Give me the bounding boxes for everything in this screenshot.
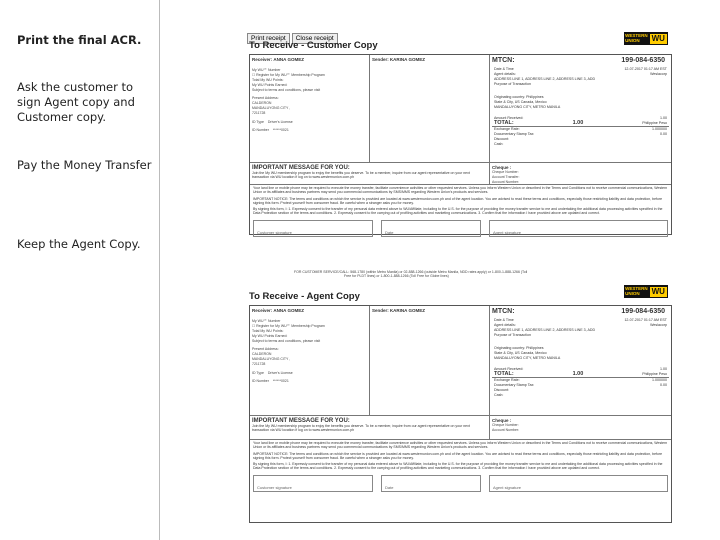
date-box[interactable]: Date — [381, 220, 481, 237]
print-receipt-button[interactable]: Print receipt — [247, 33, 290, 44]
customer-copy: To Receive - Customer Copy WESTERN UNION WU Receiver: ANNA GOMEZ My WU℠ Number ☐ Register for My WU℠ Membership Program Total My WU Points: My WU Points Earned: Subject to terms and conditions, please visit Present Address: CALDERON MANDALUYONG CITY , 7211728 ID Type Driver's License ID Number ******0021 Sender: KARINA GOMEZ MTCN: 199-084-6350 Date & Time 12-07-2017 01:17 AM EST Agent details: Weslacorp ADDRESS LINE 1, ADDRESS LINE 2, ADDRESS LINE 3, ADD Purpose of Transaction Originating country: Philippines State & City, US Canada, Mexico MANDALUYONG CITY, METRO MANILA Amount Received: 1.00 TOTAL: 1.00 Philippine Peso Exchange Rate: 1.000000 Documentary Stamp Tax: 0.00 Discount: Cash: IMPORTANT MESSAGE FOR YOU: Join the My WU membership program to enjoy the benefits you deserve. To be a member, inquire from our agent representative on your next transaction via WU location if log on to www.westernunion.com.ph Cheque : Cheque Number: Account Transfer: Account Number: Your land line or mobile phone may be required to execute the money transfer, facilitate convenience activities or other requested services. Unless you inform Western Union or described in the Terms and Conditions not to receive commercial communications, Western Union or its affiliates and business partners may send you commercial communications by SMS/MMS regarding Western Union's products and services. IMPORTANT NOTICE: The terms and conditions on which the service is provided are located at www.westernunion.com.ph and of the agent location. You are advised to read these terms and conditions, especially those restricting liability and data protection, before signing this form. Protect yourself from consumer fraud. Be careful when a stranger asks you for money. By signing this form, I: 1. Expressly consent to the transfer of my personal data entered above to WU/Affiliate, including to the U.S. for the purpose of providing the money transfer service to me and undertaking the additional data processing activities specified in the Data Protection section of the terms and conditions. 2. Expressly consent to the carrying out of profiling activities and marketing communications. 3. Confirm that the information I have provided above are updated and correct. Customer signature Date Agent signature FOR CUSTOMER SERVICE/CALL: 568-1780 (within Metro Manila) or 02-888-1266 (outside Metro Manila, NDD rates apply) or 1-800-1-888-1266 (Toll Free for PLDT lines) or 1-800-1-888-1266 (Toll Free for Globe lines) — [249, 40, 672, 278]
instructions-panel — [0, 0, 160, 540]
western-union-logo: WESTERN UNION WU — [624, 285, 668, 298]
transaction-details: MTCN: 199-084-6350 Date & Time 12-07-2017 01:17 AM EST Agent details: Weslacorp ADDRESS LINE 1, ADDRESS LINE 2, ADDRESS LINE 3, ADD Purpose of Transaction Originating country: Philippines State & City, US Canada, Mexico MANDALUYONG CITY, METRO MANILA Amount Received: 1.00 TOTAL: 1.00 Philippine Peso Exchange Rate: 1.000000 Documentary Stamp Tax: 0.00 Discount: Cash: — [492, 57, 667, 146]
step-pay: Pay the Money Transfer — [17, 158, 152, 172]
sender-name: KARINA GOMEZ — [389, 57, 425, 62]
agent-copy — [249, 286, 672, 526]
customer-receipt-form: Receiver: ANNA GOMEZ My WU℠ Number ☐ Register for My WU℠ Membership Program Total My WU Points: My WU Points Earned: Subject to terms and conditions, please visit Present Address: CALDERON MANDALUYONG CITY , 7211728 ID Type Driver's License ID Number ******0021 Sender: KARINA GOMEZ MTCN: 199-084-6350 Date & Time 12-07-2017 01:17 AM EST Agent details: Weslacorp ADDRESS LINE 1, ADDRESS LINE 2, ADDRESS LINE 3, ADD Purpose of Transaction Originating country: Philippines State & City, US Canada, Mexico MANDALUYONG CITY, METRO MANILA Amount Received: 1.00 TOTAL: 1.00 Philippine Peso Exchange Rate: 1.000000 Documentary Stamp Tax: 0.00 Discount: Cash: IMPORTANT MESSAGE FOR YOU: Join the My WU membership program to enjoy the benefits you deserve. To be a member, inquire from our agent representative on your next transaction via WU location if log on to www.westernunion.com.ph Cheque : Cheque Number: Account Transfer: Account Number: Your land line or mobile phone may be required to execute the money transfer, facilitate convenience activities or other requested services. Unless you inform Western Union or described in the Terms and Conditions not to receive commercial communications, Western Union or its affiliates and business partners may send you commercial communications by SMS/MMS regarding Western Union's products and services. IMPORTANT NOTICE: The terms and conditions on which the service is provided are located at www.westernunion.com.ph and of the agent location. You are advised to read these terms and conditions, especially those restricting liability and data protection, before signing this form. Protect yourself from consumer fraud. Be careful when a stranger asks you for money. By signing this form, I: 1. Expressly consent to the transfer of my personal data entered above to WU/Affiliate, including to the U.S. for the purpose of providing the money transfer service to me and undertaking the additional data processing activities specified in the Data Protection section of the terms and conditions. 2. Expressly consent to the carrying out of profiling activities and marketing communications. 3. Confirm that the information I have provided above are updated and correct. Customer signature Date Agent signature — [249, 54, 672, 235]
agent-copy-agent-signature-box[interactable]: Agent signature — [489, 475, 668, 492]
signature-row — [250, 217, 671, 240]
agent-receipt-form: Receiver: ANNA GOMEZ My WU℠ Number ☐ Register for My WU℠ Membership Program Total My WU Points: My WU Points Earned: Subject to terms and conditions, please visit Present Address: CALDERON MANDALUYONG CITY , 7211728 ID Type Driver's License ID Number ******0021 Sender: KARINA GOMEZ MTCN: 199-084-6350 Date & Time 12-07-2017 01:17 AM EST Agent details: Weslacorp ADDRESS LINE 1, ADDRESS LINE 2, ADDRESS LINE 3, ADD Purpose of Transaction Originating country: Philippines State & City, US Canada, Mexico MANDALUYONG CITY, METRO MANILA Amount Received: 1.00 TOTAL: 1.00 Philippine Peso Exchange Rate: 1.000000 Documentary Stamp Tax: 0.00 Discount: Cash: IMPORTANT MESSAGE FOR YOU: Join the My WU membership program to enjoy the benefits you deserve. To be a member, inquire from our agent representative on your next transaction via WU location if log on to www.westernunion.com.ph Cheque : Cheque Number: Account Number: Your land line or mobile phone may be required to execute the money transfer, facilitate convenience activities or other requested services. Unless you inform Western Union or described in the Terms and Conditions not to receive commercial communications, Western Union or its affiliates and business partners may send you commercial communications by SMS/MMS regarding Western Union's products and services. IMPORTANT NOTICE: The terms and conditions on which the service is provided are located at www.westernunion.com.ph and of the agent location. You are advised to read these terms and conditions, especially those restricting liability and data protection, before signing this form. Protect yourself from consumer fraud. Be careful when a stranger asks you for money. By signing this form, I: 1. Expressly consent to the transfer of my personal data entered above to WU/Affiliate, including to the U.S. for the purpose of providing the money transfer service to me and undertaking the additional data processing activities specified in the Data Protection section of the terms and conditions. 2. Expressly consent to the carrying out of profiling activities and marketing communications. 3. Confirm that the information I have provided above are updated and correct. Customer signature Date Agent signature — [249, 305, 672, 523]
step-print: Print the final ACR. — [17, 33, 142, 47]
step-keep: Keep the Agent Copy. — [17, 237, 141, 251]
receiver-block: Receiver: ANNA GOMEZ My WU℠ Number ☐ Register for My WU℠ Membership Program Total My WU Points: My WU Points Earned: Subject to terms and conditions, please visit Present Address: CALDERON MANDALUYONG CITY , 7211728 ID Type Driver's License ID Number ******0021 — [250, 55, 370, 162]
agent-copy-date-box[interactable]: Date — [381, 475, 481, 492]
receiver-name: ANNA GOMEZ — [273, 57, 304, 62]
customer-signature-box[interactable]: Customer signature — [253, 220, 373, 237]
close-receipt-button[interactable]: Close receipt — [292, 33, 338, 44]
sender-block: Sender: KARINA GOMEZ — [370, 55, 490, 162]
western-union-logo: WESTERN UNION WU — [624, 32, 668, 45]
step-sign: Ask the customer to sign Agent copy and Customer copy. — [17, 80, 135, 124]
agent-copy-title: To Receive - Agent Copy — [249, 291, 360, 302]
important-message: IMPORTANT MESSAGE FOR YOU: Join the My WU membership program to enjoy the benefits you deserve. To be a member, inquire from our agent representative on your next transaction via WU location if log on to www.westernunion.com.ph — [250, 163, 490, 184]
mtcn-value: 199-084-6350 — [621, 57, 665, 64]
customer-copy-title: To Receive - Customer Copy — [249, 40, 378, 51]
agent-signature-box[interactable]: Agent signature — [489, 220, 668, 237]
agent-copy-customer-signature-box[interactable]: Customer signature — [253, 475, 373, 492]
